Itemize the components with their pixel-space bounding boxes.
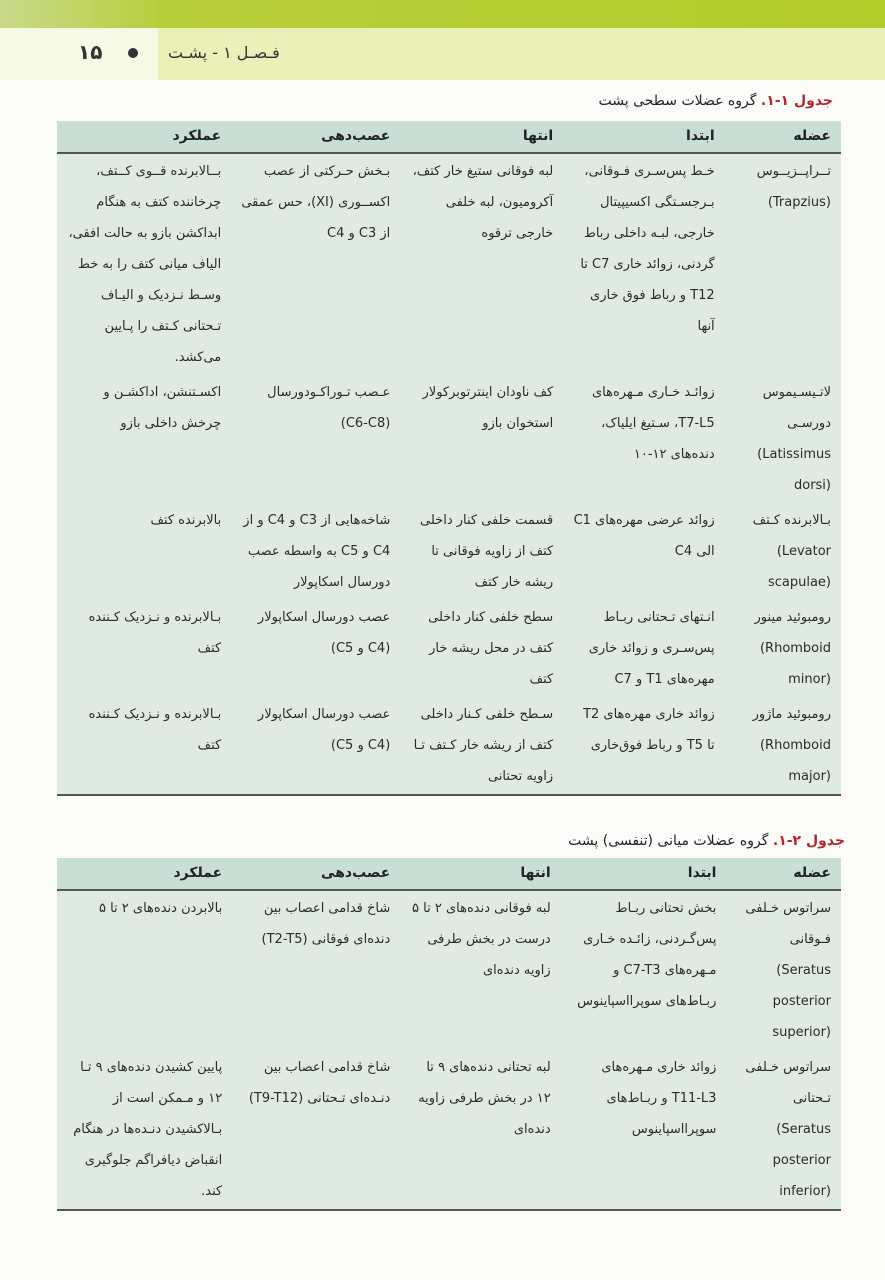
action-cell: بـالابرنده و نـزدیک کـننده کتف (88, 610, 222, 656)
muscle-name: سراتوس خـلفی تـحتانی (745, 1060, 831, 1106)
insertion-cell: لبه تحتانی دنده‌های ۹ تا ۱۲ در بخش طرفی زاویه دنده‌ای (418, 1060, 551, 1137)
muscle-cell (725, 503, 841, 600)
muscle-latin-name: (Seratus posterior superior) (772, 963, 831, 1040)
muscle-cell (725, 375, 841, 503)
nerve-cell: عصب دورسال اسکاپولار (C4 و C5) (257, 707, 391, 753)
muscle-cell (725, 600, 841, 697)
table-row (57, 503, 841, 600)
top-color-band (0, 0, 885, 28)
column-header-nerve: عصب‌دهی (231, 121, 400, 153)
action-cell: بــالابرنده قــوی کــتف، چرخاننده کتف به هنگام ابداکشن بازو به حالت افقی، الیاف میانی کتف را به خط وسـط نـزدیک و الیـاف تـحتانی کـتف را پـایین می‌کشد. (68, 164, 222, 365)
muscle-name: رومبوئید مینور (754, 610, 831, 625)
page-header (0, 28, 885, 80)
column-header-insertion: انتها (400, 121, 563, 153)
table-row (57, 375, 841, 503)
insertion-cell: لبه فوقانی ستیغ خار کتف، آکرومیون، لبه خلفی خارجی ترقوه (412, 164, 554, 241)
nerve-cell: شاخه‌هایی از C3 و C4 و از C4 و C5 به واسطه عصب دورسال اسکاپولار (243, 513, 391, 590)
origin-cell: انـتهای تـحتانی ربـاط پس‌سـری و زوائد خاری مهره‌های T1 و C7 (588, 610, 715, 687)
column-header-muscle: عضله (726, 858, 841, 890)
table-2-caption (568, 833, 845, 849)
origin-cell: بخش تحتانی ربـاط پس‌گـردنی، زائـده خـاری مـهره‌های C7-T3 و ربـاط‌های سوپرااسپاینوس (577, 901, 717, 1009)
insertion-cell: لبه فوقانی دنده‌های ۲ تا ۵ درست در بخش طرفی زاویه دنده‌ای (412, 901, 551, 978)
action-cell: بالابردن دنده‌های ۲ تا ۵ (98, 901, 223, 916)
origin-cell: زوائـد خـاری مـهره‌های T7-L5، سـتیغ ایلیاک، دنده‌های ۱۲-۱۰ (591, 385, 715, 462)
muscle-cell (725, 697, 841, 795)
intermediate-back-muscles-table (57, 858, 841, 1211)
nerve-cell: شاخ قدامی اعصاب بین دنده‌ای فوقانی (T2-T5) (261, 901, 391, 947)
column-header-origin: ابتدا (561, 858, 727, 890)
muscle-cell (726, 890, 841, 1050)
table-1-caption-text: گروه عضلات سطحی پشت (598, 93, 757, 109)
insertion-cell: کف ناودان اینترتوبرکولار استخوان بازو (422, 385, 554, 431)
table-row (57, 153, 841, 375)
table-row (57, 600, 841, 697)
table-header-row (57, 858, 841, 890)
insertion-cell: سطح خلفی کنار داخلی کتف در محل ریشه خار کتف (428, 610, 554, 687)
action-cell: بالابرنده کتف (150, 513, 222, 528)
muscle-latin-name: (Trapzius) (767, 195, 831, 210)
bullet-dot-icon (128, 48, 138, 58)
muscle-cell (726, 1050, 841, 1210)
nerve-cell: بـخش حـرکتی از عصب اکسـ‌ـوری (XI)، حس عمقی از C3 و C4 (241, 164, 391, 241)
column-header-insertion: انتها (400, 858, 560, 890)
muscle-latin-name: (Rhomboid minor) (759, 641, 831, 687)
column-header-origin: ابتدا (563, 121, 724, 153)
insertion-cell: قسمت خلفی کنار داخلی کتف از زاویه فوقانی تا ریشه خار کتف (420, 513, 554, 590)
column-header-action: عملکرد (57, 121, 231, 153)
page-body (0, 80, 885, 1280)
origin-cell: زوائد خاری مهره‌های T2 تا T5 و رباط فوق‌خاری (583, 707, 715, 753)
table-row (57, 1050, 841, 1210)
nerve-cell: شاخ قدامی اعصاب بین دنـده‌ای تـحتانی (T9-T12) (248, 1060, 391, 1106)
action-cell: اکسـتنشن، اداکشـن و چرخش داخلی بازو (103, 385, 222, 431)
origin-cell: زوائد خاری مـهره‌های T11-L3 و ربـاط‌های سوپرااسپاینوس (601, 1060, 717, 1137)
page-number: ۱۵ (78, 40, 103, 64)
action-cell: پایین کشیدن دنده‌های ۹ تـا ۱۲ و مـمکن است از بـالاکشیدن دنـده‌ها در هنگام انقباض دیافراگم جلوگیری کند. (73, 1060, 223, 1199)
column-header-action: عملکرد (57, 858, 232, 890)
muscle-latin-name: (Levator scapulae) (767, 544, 831, 590)
muscle-name: رومبوئید ماژور (752, 707, 831, 722)
insertion-cell: سـطح خلفی کـنار داخلی کتف از ریشه خار کـتف تـا زاویه تحتانی (413, 707, 554, 784)
origin-cell: زوائد عرضی مهره‌های C1 الی C4 (573, 513, 715, 559)
muscle-name: بـالابرنده کـتف (752, 513, 831, 528)
muscle-latin-name: (Seratus posterior inferior) (772, 1122, 831, 1199)
muscle-cell (725, 153, 841, 375)
muscle-name: سراتوس خـلفی فـوقانی (745, 901, 831, 947)
muscle-latin-name: (Latissimus dorsi) (757, 447, 831, 493)
nerve-cell: عـصب تـوراکـودورسال (C6-C8) (267, 385, 391, 431)
chapter-title: فـصـل ۱ - پشـت (168, 43, 280, 62)
table-2-caption-label: جدول ۲-۱. (772, 833, 845, 849)
column-header-muscle: عضله (725, 121, 841, 153)
table-2-caption-text: گروه عضلات میانی (تنفسی) پشت (568, 833, 769, 849)
table-1-caption-label: جدول ۱-۱. (760, 93, 833, 109)
action-cell: بـالابرنده و نـزدیک کـننده کتف (88, 707, 222, 753)
superficial-back-muscles-table (57, 121, 841, 796)
page-number-box (0, 28, 158, 80)
muscle-latin-name: (Rhomboid major) (759, 738, 831, 784)
origin-cell: خـط پس‌سـری فـوقانی، بـرجسـتگی اکسیپیتال خارجی، لبـه داخلی رباط گردنی، زوائد خاری C7 تا T12 و رباط فوق خاری آنها (580, 164, 715, 334)
table-row (57, 697, 841, 795)
column-header-nerve: عصب‌دهی (232, 858, 400, 890)
table-row (57, 890, 841, 1050)
muscle-name: تــراپــزیــوس (756, 164, 831, 179)
muscle-name: لاتـیسـیموس دورسـی (762, 385, 831, 431)
table-header-row (57, 121, 841, 153)
table-1-caption (598, 93, 833, 109)
nerve-cell: عصب دورسال اسکاپولار (C4 و C5) (257, 610, 391, 656)
